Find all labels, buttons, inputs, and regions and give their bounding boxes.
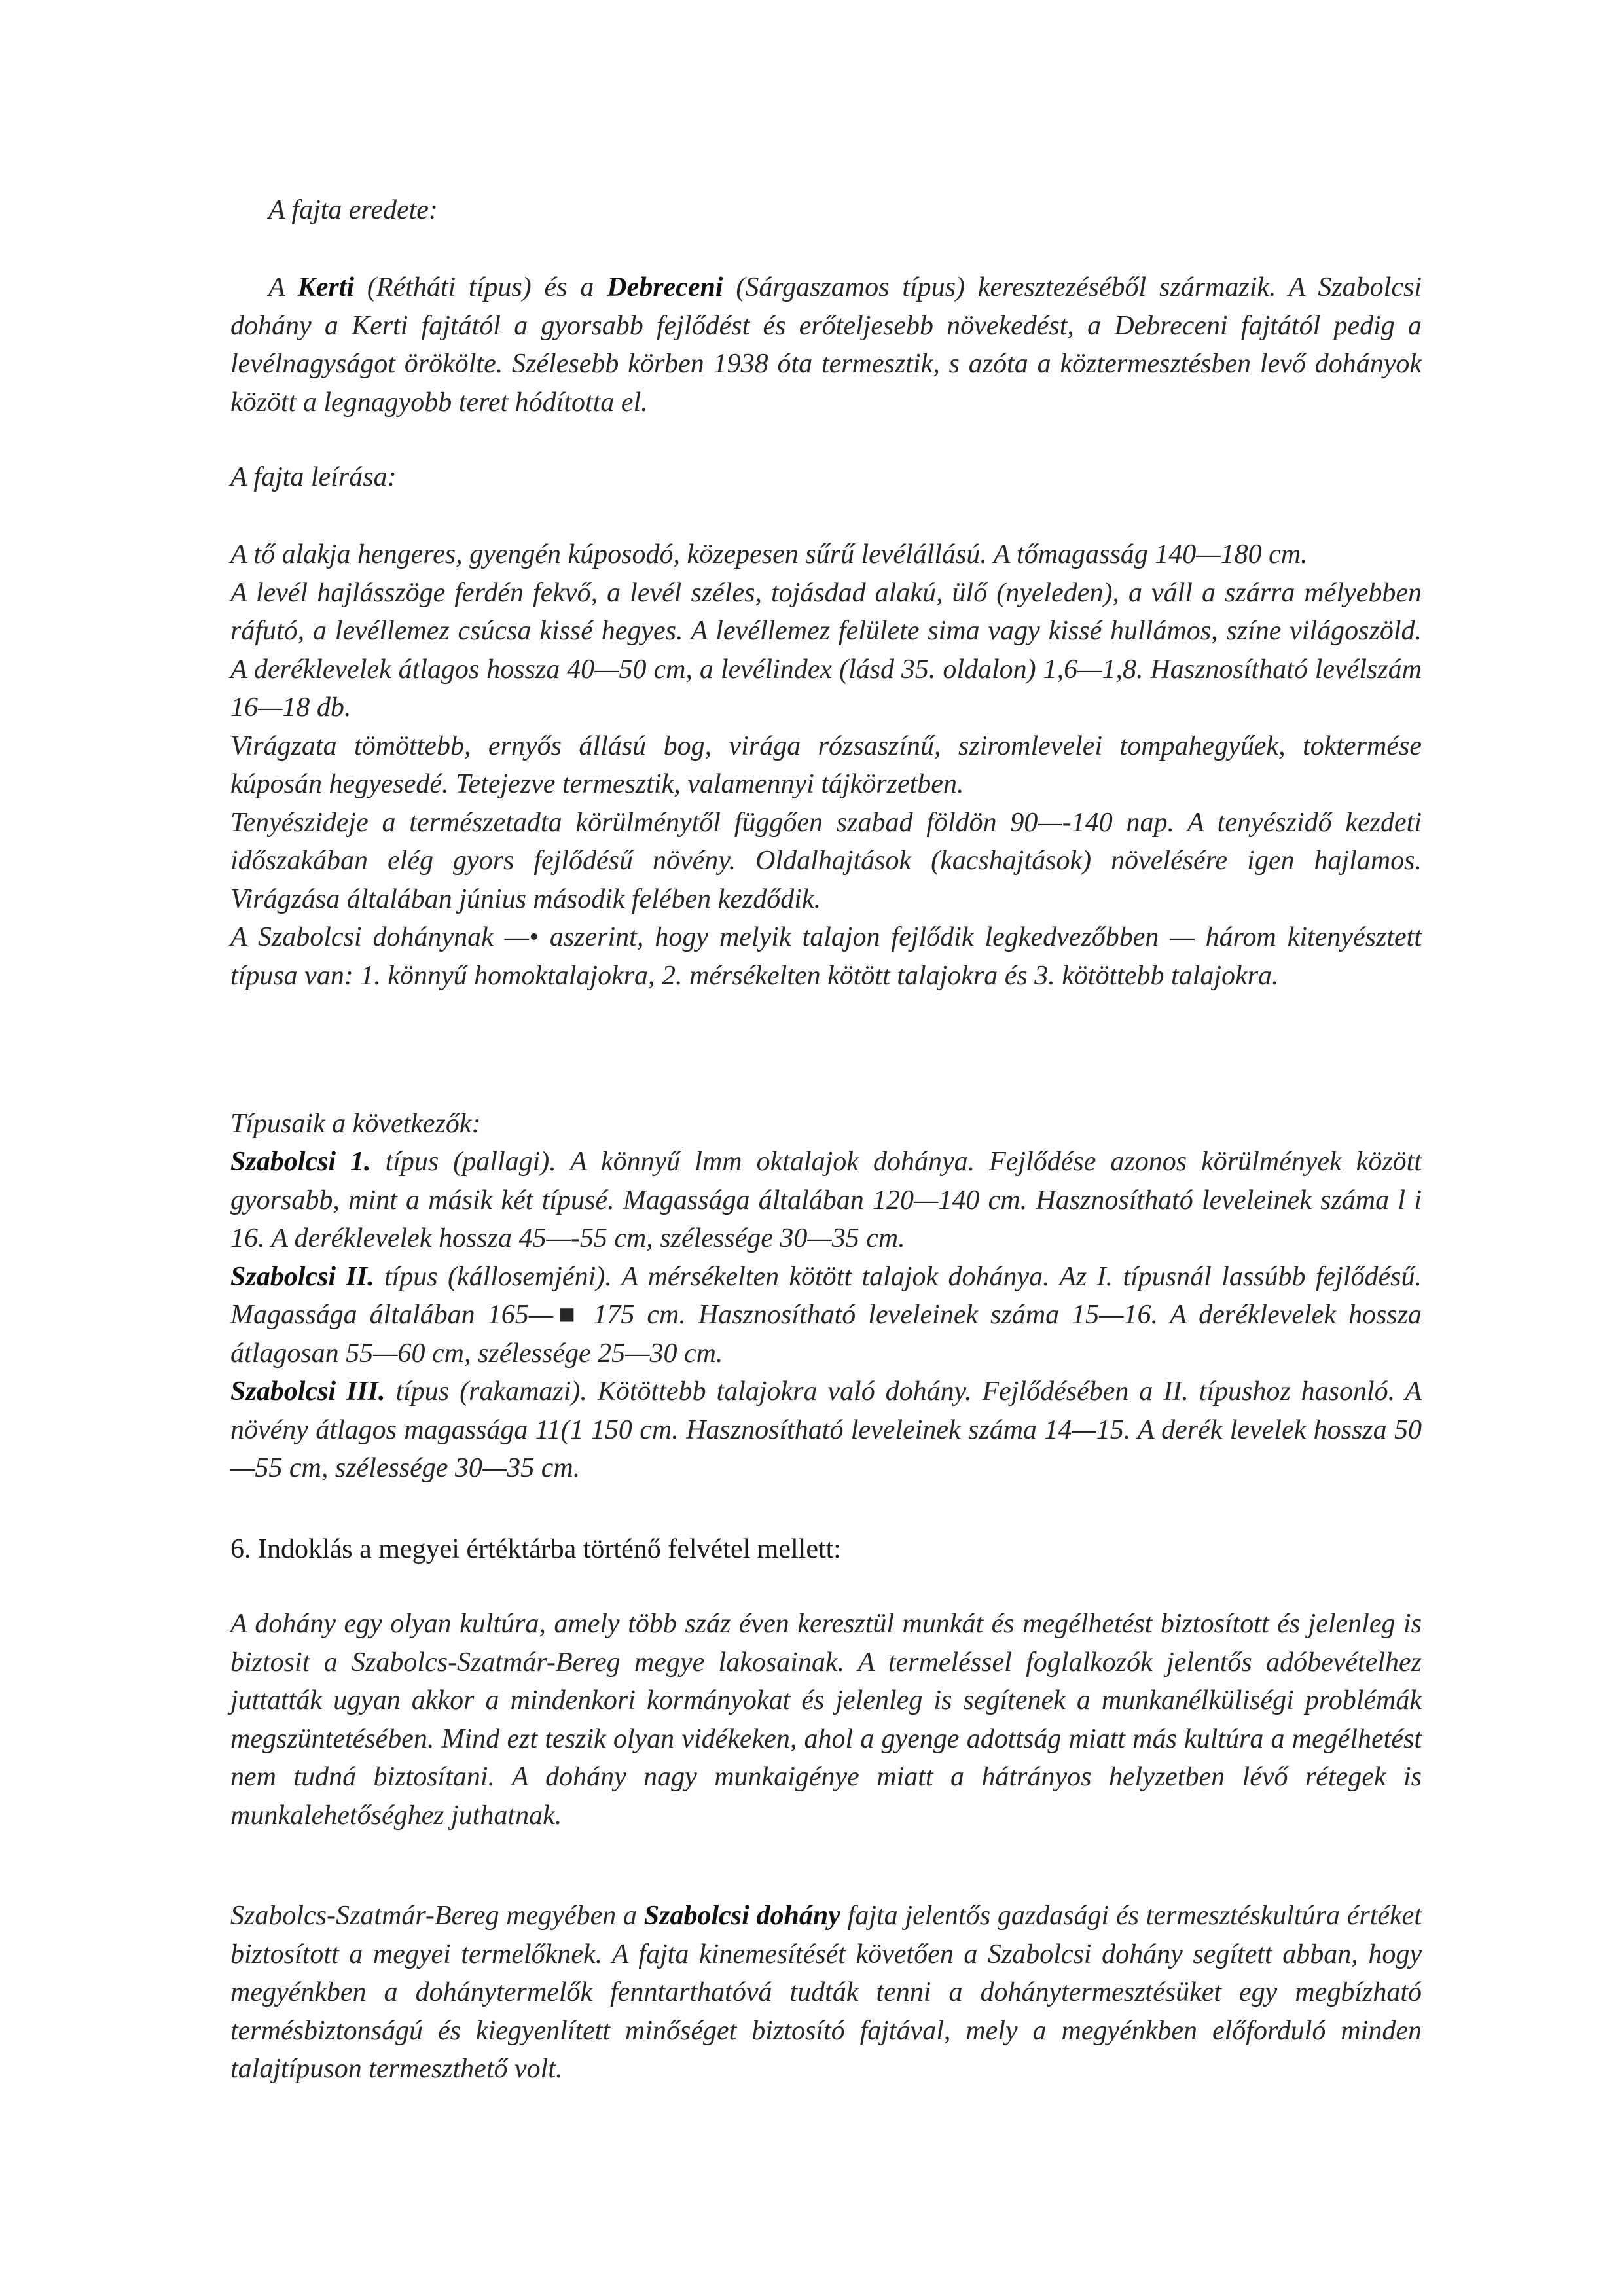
justification-heading: 6. Indoklás a megyei értéktárba történő felvétel mellett: <box>230 1534 841 1564</box>
type-3-name: Szabolcsi III. <box>230 1376 386 1407</box>
description-paragraph-4: Tenyészideje a természetadta körülménytől függően szabad földön 90—-140 nap. A tenyészidő kezdeti időszakában elég gyors fejlődésű növény. Oldalhajtások (kacshajtások) növelésére igen hajlamos. Virágzása általában június második felében kezdődik. <box>230 807 1422 914</box>
types-block <box>230 1143 1422 1488</box>
description-block <box>230 535 1422 995</box>
type-2: Szabolcsi II. típus (kállosemjéni). A mérsékelten kötött talajok dohánya. Az I. típusnál lassúbb fejlődésű. Magassága általában 165—■ 175 cm. Hasznosítható leveleinek száma 15—16. A deréklevelek hossza átlagosan 55—60 cm, szélessége 25—30 cm. <box>230 1261 1422 1369</box>
description-paragraph-5: A Szabolcsi dohánynak —• aszerint, hogy melyik talajon fejlődik legkedvezőbben — három kitenyésztett típusa van: 1. könnyű homoktalajokra, 2. mérsékelten kötött talajokra és 3. kötöttebb talajokra. <box>230 922 1422 991</box>
types-heading: Típusaik a következők: <box>230 1109 481 1139</box>
justification-paragraph-1: A dohány egy olyan kultúra, amely több száz éven keresztül munkát és megélhetést biztosított és jelenleg is biztosit a Szabolcs-Szatmár-Bereg megye lakosainak. A termeléssel foglalkozók jelentős adóbevételhez juttatták ugyan akkor a mindenkori kormányokat és jelenleg is segítenek a munkanélküliségi problémák megszüntetésében. Mind ezt teszik olyan vidékeken, ahol a gyenge adottság miatt más kultúra a megélhetést nem tudná biztosítani. A dohány nagy munkaigénye miatt a hátrányos helyzetben lévő rétegek is munkalehetőséghez juthatnak. <box>230 1609 1422 1831</box>
origin-paragraph: A Kerti (Rétháti típus) és a Debreceni (Sárgaszamos típus) keresztezéséből származik. A Szabolcsi dohány a Kerti fajtától a gyorsabb fejlődést és erőteljesebb növekedést, a Debreceni fajtától pedig a levélnagyságot örökölte. Szélesebb körben 1938 óta termesztik, s azóta a köztermesztésben levő dohányok között a legnagyobb teret hódította el. <box>230 272 1422 418</box>
type-1-name: Szabolcsi 1. <box>230 1147 371 1177</box>
type-1: Szabolcsi 1. típus (pallagi). A könnyű lmm oktalajok dohánya. Fejlődése azonos körülmények között gyorsabb, mint a másik két típusé. Magassága általában 120—140 cm. Hasznosítható leveleinek száma l i 16. A deréklevelek hossza 45—-55 cm, szélessége 30—35 cm. <box>230 1147 1422 1253</box>
type-3: Szabolcsi III. típus (rakamazi). Kötöttebb talajokra való dohány. Fejlődésében a II. típushoz hasonló. A növény átlagos magassága 11(1 150 cm. Hasznosítható leveleinek száma 14—15. A derék levelek hossza 50—55 cm, szélessége 30—35 cm. <box>230 1376 1422 1483</box>
origin-heading: A fajta eredete: <box>268 195 438 225</box>
justification-paragraph-2: Szabolcs-Szatmár-Bereg megyében a Szabolcsi dohány fajta jelentős gazdasági és termesztéskultúra értéket biztosított a megyei termelőknek. A fajta kinemesítését követően a Szabolcsi dohány segített abban, hogy megyénkben a dohánytermelők fenntarthatóvá tudták tenni a dohánytermesztésüket egy megbízható termésbiztonságú és kiegyenlített minőséget biztosító fajtával, mely a megyénkben előforduló minden talajtípuson termeszthető volt. <box>230 1901 1422 2084</box>
type-2-name: Szabolcsi II. <box>230 1261 374 1292</box>
description-paragraph-2: A levél hajlásszöge ferdén fekvő, a levél széles, tojásdad alakú, ülő (nyeleden), a váll a szárra mélyebben ráfutó, a levéllemez csúcsa kissé hegyes. A levéllemez felülete sima vagy kissé hullámos, színe világoszöld. A deréklevelek átlagos hossza 40—50 cm, a levélindex (lásd 35. oldalon) 1,6—1,8. Hasznosítható levélszám 16—18 db. <box>230 577 1422 723</box>
bold-debreceni: Debreceni <box>607 272 723 302</box>
origin-body: A Szabolcsi dohány a Kerti fajtától a gyorsabb fejlődést és erőteljesebb növekedést, a Debreceni fajtától pedig a levélnagyságot örökölte. Szélesebb körben 1938 óta termesztik, s azóta a köztermesztésben levő dohányok között a legnagyobb teret hódította el. <box>230 272 1422 418</box>
bold-szabolcsi-dohany: Szabolcsi dohány <box>643 1901 840 1931</box>
description-paragraph-1: A tő alakja hengeres, gyengén kúposodó, közepesen sűrű levélállású. A tőmagasság 140—180 cm. <box>230 539 1308 569</box>
bold-kerti: Kerti <box>297 272 355 302</box>
description-paragraph-3: Virágzata tömöttebb, ernyős állású bog, virága rózsaszínű, sziromlevelei tompahegyűek, toktermése kúposán hegyesedé. Tetejezve termesztik, valamennyi tájkörzetben. <box>230 730 1422 799</box>
description-heading: A fajta leírása: <box>230 462 397 492</box>
